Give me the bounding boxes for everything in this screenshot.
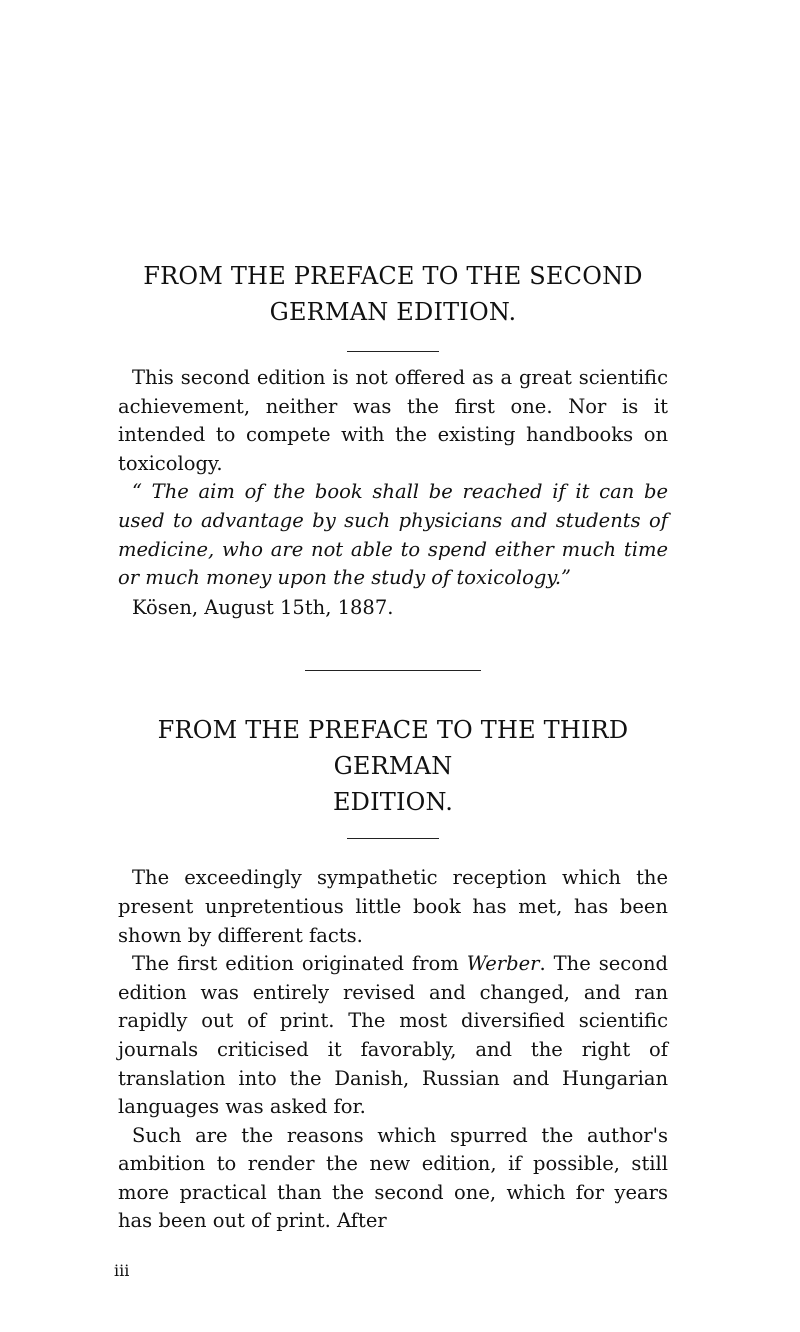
- section-divider: [305, 670, 481, 671]
- paragraph: The exceedingly sympathetic reception which the present unpretentious little book has met, has been shown by different facts.: [118, 866, 668, 947]
- section-heading: [118, 712, 668, 820]
- divider-rule: [347, 351, 439, 352]
- paragraph: [118, 950, 668, 1122]
- heading-line-1: FROM THE PREFACE TO THE SECOND: [143, 262, 643, 290]
- paragraph: This second edition is not offered as a great scientific achievement, neither was the first one. Nor is it intended to compete with the existing handbooks on toxicology.: [118, 366, 668, 475]
- heading-line-2: EDITION.: [332, 788, 454, 817]
- paragraph: Such are the reasons which spurred the author's ambition to render the new edition, if possible, still more practical than the second one, which for years has been out of print. After: [118, 1123, 668, 1233]
- heading-line-2: GERMAN EDITION.: [269, 298, 517, 326]
- dateline: Kösen, August 15th, 1887.: [132, 595, 394, 619]
- text-run: . The second edition was entirely revised and changed, and ran rapidly out of print. The most diversified scientific journals criticised it favorably, and the right of translation into the Danish, Russian and Hungarian languages was asked for.: [118, 952, 668, 1119]
- second-edition-preface: [118, 258, 668, 622]
- quotation: “ The aim of the book shall be reached if it can be used to advantage by such physicians and students of medicine, who are not able to spend either much time or much money upon the study of toxicology.”: [118, 480, 668, 590]
- author-name: Werber: [466, 952, 540, 976]
- heading-line-1: FROM THE PREFACE TO THE THIRD GERMAN: [157, 716, 629, 781]
- divider-rule: [347, 838, 439, 839]
- preface-page: [118, 258, 668, 1236]
- section-heading: [118, 258, 668, 330]
- page-number: iii: [114, 1261, 130, 1280]
- third-edition-preface: [118, 712, 668, 1236]
- text-run: The first edition originated from: [132, 952, 467, 976]
